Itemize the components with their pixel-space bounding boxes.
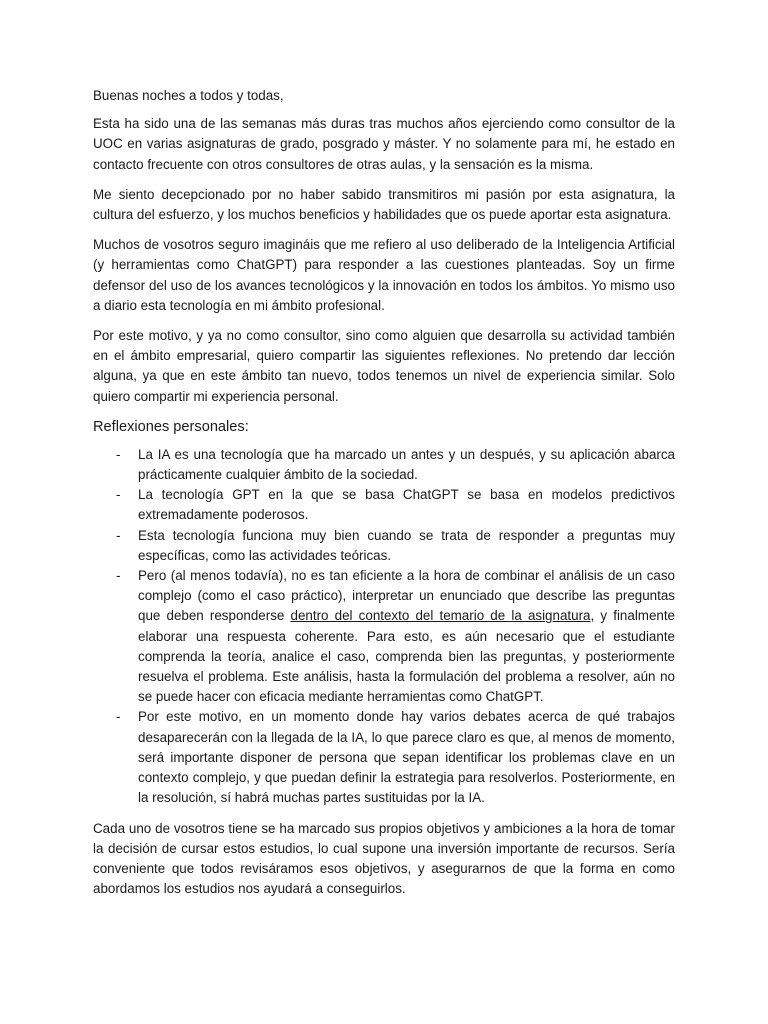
paragraph-3: Muchos de vosotros seguro imagináis que me refiero al uso deliberado de la Inteligencia Artificial (y herramientas como ChatGPT) para responder a las cuestiones planteadas. Soy un firme defensor del uso de los avances tecnológicos y la innovación en todos los ámbitos. Yo mismo uso a diario esta tecnología en mi ámbito profesional. bbox=[93, 237, 675, 313]
list-item-text-end: , y finalmente elaborar una respuesta coherente. Para esto, es aún necesario que el estudiante comprenda la teoría, analice el caso, comprenda bien las preguntas, y posteriormente resuelva el problema. Este análisis, hasta la formulación del problema a resolver, aún no se puede hacer con eficacia mediante herramientas como ChatGPT. bbox=[138, 608, 676, 705]
paragraph-4: Por este motivo, y ya no como consultor, sino como alguien que desarrolla su actividad también en el ámbito empresarial, quiero compartir las siguientes reflexiones. No pretendo dar lección alguna, ya que en este ámbito tan nuevo, todos tenemos un nivel de experiencia similar. Solo quiero compartir mi experiencia personal. bbox=[93, 328, 675, 404]
bullet-dash: - bbox=[116, 527, 121, 543]
list-item-text-start: Pero (al menos todavía), no es tan eficiente a la hora de combinar el análisis de un caso complejo (como el caso práctico), interpretar un enunciado que describe las preguntas que deben responderse bbox=[138, 568, 675, 624]
greeting: Buenas noches a todos y todas, bbox=[93, 88, 284, 103]
list-item-text: La tecnología GPT en la que se basa ChatGPT se basa en modelos predictivos extremadamente poderosos. bbox=[138, 487, 675, 523]
list-item bbox=[93, 485, 675, 525]
reflections-list bbox=[93, 445, 675, 809]
underlined-phrase: dentro del contexto del temario de la asignatura bbox=[290, 608, 591, 624]
list-item bbox=[93, 526, 675, 566]
list-item bbox=[93, 707, 675, 808]
paragraph-5: Cada uno de vosotros tiene se ha marcado sus propios objetivos y ambiciones a la hora de tomar la decisión de cursar estos estudios, lo cual supone una inversión importante de recursos. Sería conveniente que todos revisáramos esos objetivos, y asegurarnos de que la forma en como abordamos los estudios nos ayudará a conseguirlos. bbox=[93, 820, 675, 897]
list-item-text: Esta tecnología funciona muy bien cuando se trata de responder a preguntas muy específicas, como las actividades teóricas. bbox=[138, 527, 675, 563]
bullet-dash: - bbox=[116, 487, 121, 503]
document-page bbox=[93, 86, 675, 909]
paragraph-1: Esta ha sido una de las semanas más duras tras muchos años ejerciendo como consultor de la UOC en varias asignaturas de grado, posgrado y máster. Y no solamente para mí, he estado en contacto frecuente con otros consultores de otras aulas, y la sensación es la misma. bbox=[93, 116, 675, 172]
list-item bbox=[93, 566, 675, 707]
bullet-dash: - bbox=[116, 709, 121, 725]
bullet-dash: - bbox=[116, 568, 121, 584]
list-item-text: La IA es una tecnología que ha marcado un antes y un después, y su aplicación abarca prácticamente cualquier ámbito de la sociedad. bbox=[138, 446, 675, 483]
section-heading: Reflexiones personales: bbox=[93, 418, 249, 435]
list-item bbox=[93, 445, 675, 485]
paragraph-2: Me siento decepcionado por no haber sabido transmitiros mi pasión por esta asignatura, la cultura del esfuerzo, y los muchos beneficios y habilidades que os puede aportar esta asignatura. bbox=[93, 186, 675, 223]
bullet-dash: - bbox=[116, 446, 121, 462]
list-item-text: Por este motivo, en un momento donde hay varios debates acerca de qué trabajos desaparecerán con la llegada de la IA, lo que parece claro es que, al menos de momento, será importante disponer de persona que sepan identificar los problemas clave en un contexto complejo, y que puedan definir la estrategia para resolverlos. Posteriormente, en la resolución, sí habrá muchas partes sustituidas por la IA. bbox=[138, 709, 675, 806]
